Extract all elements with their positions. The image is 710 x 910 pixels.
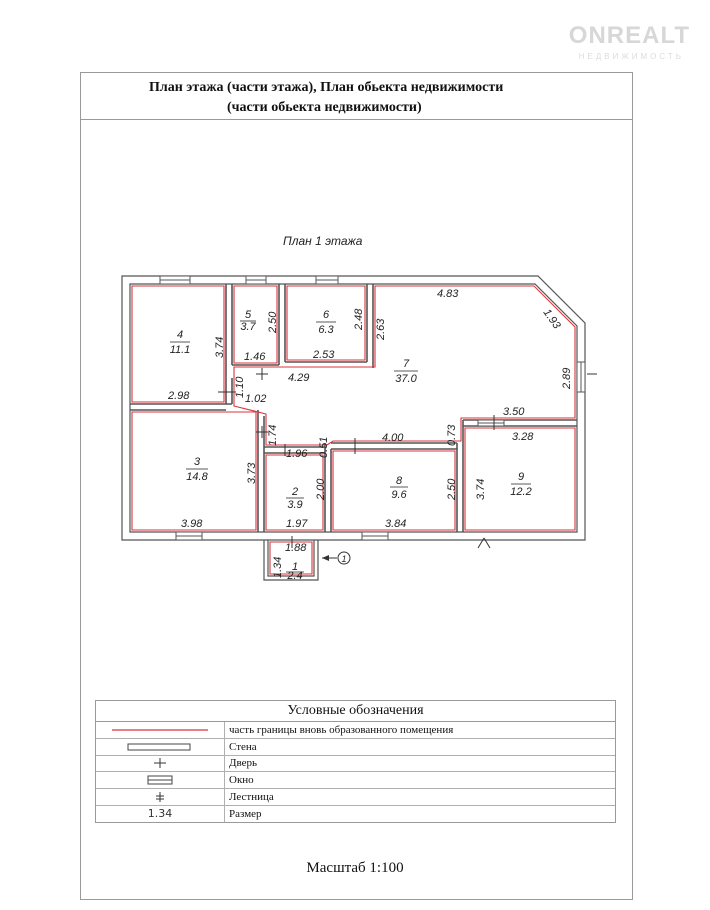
stairs-symbol-icon [96,789,225,805]
room-area: 2.4 [287,570,303,582]
legend-row [96,722,615,739]
boundary-line-symbol-icon [96,722,225,738]
dimension-label: 4.29 [288,372,310,384]
dimension-label: 2.89 [561,367,573,389]
room-area: 37.0 [395,373,417,385]
room-area: 9.6 [391,489,407,501]
room-number: 1 [291,561,299,573]
dimension-label: 3.74 [214,336,226,358]
dimension-label: 1.74 [267,424,279,446]
room-area: 14.8 [186,471,208,483]
dimension-label: 1.02 [245,393,267,405]
room-number: 4 [176,329,184,341]
dimension-label: 4.83 [437,288,459,300]
watermark-brand: ONREALT [568,22,690,49]
legend-text: Лестница [229,791,274,804]
entrance-marker-number: 1 [341,554,347,564]
legend-row [96,739,615,756]
legend-row [96,772,615,789]
room-number: 6 [322,309,330,321]
dimension-label: 1.88 [285,542,307,554]
scale-label: Масштаб 1:100 [306,860,404,876]
dimension-label: 1.96 [286,448,308,460]
dimension-label: 4.00 [382,432,404,444]
window-symbol-icon [96,772,225,788]
title-line-2: (части обьекта недвижимости) [227,100,422,115]
room-number: 9 [517,471,525,483]
wall-symbol-icon [96,739,225,755]
dimension-label: 3.74 [475,478,487,500]
dimension-label: 1.93 [540,306,563,332]
door-marks [218,368,597,548]
room-area: 3.7 [240,321,256,333]
legend-row [96,806,615,822]
dimension-label: 1.46 [244,351,266,363]
dimension-label: 1.10 [234,376,246,398]
legend-row [96,789,615,806]
dimension-label: 0.51 [318,436,330,458]
door-symbol-icon [96,756,225,772]
room-number: 7 [402,358,410,370]
room-number: 3 [193,456,201,468]
legend-row [96,756,615,773]
dimension-label: 3.50 [503,406,525,418]
entrance-marker [322,552,350,564]
legend-table [95,700,616,823]
legend-text: часть границы вновь образованного помещения [229,723,454,736]
legend-text: Окно [229,774,254,787]
dimension-label: 1.34 [272,556,284,578]
room-area: 3.9 [287,499,303,511]
dimension-label: 2.98 [168,390,190,402]
room-area: 11.1 [169,344,191,356]
dimension-label: 3.28 [512,431,534,443]
room-area: 6.3 [318,324,334,336]
legend-text: Дверь [229,757,258,770]
dimension-label: 2.53 [313,349,335,361]
room-number: 2 [291,486,299,498]
room-area: 12.2 [510,486,532,498]
dimension-label: 2.00 [315,478,327,500]
dimension-symbol: 1.34 [96,806,225,822]
legend-text: Стена [229,740,257,753]
legend-title: Условные обозначения [96,701,615,722]
dimension-label: 2.50 [267,311,279,333]
dimension-label: 2.63 [375,318,387,340]
legend-text: Размер [229,807,262,820]
watermark-subtitle: НЕДВИЖИМОСТЬ [578,52,684,61]
dimension-label: 3.84 [385,518,407,530]
dimension-label: 0.73 [446,424,458,446]
room-number: 8 [395,475,403,487]
dimension-label: 3.98 [181,518,203,530]
title-line-1: План этажа (части этажа), План обьекта недвижимости [149,80,504,95]
dimension-label: 1.97 [286,518,308,530]
dimension-label: 2.48 [353,308,365,330]
dimension-label: 2.50 [446,478,458,500]
plan-caption: План 1 этажа [283,234,363,248]
room-number: 5 [244,309,252,321]
dimension-label: 3.73 [246,462,258,484]
